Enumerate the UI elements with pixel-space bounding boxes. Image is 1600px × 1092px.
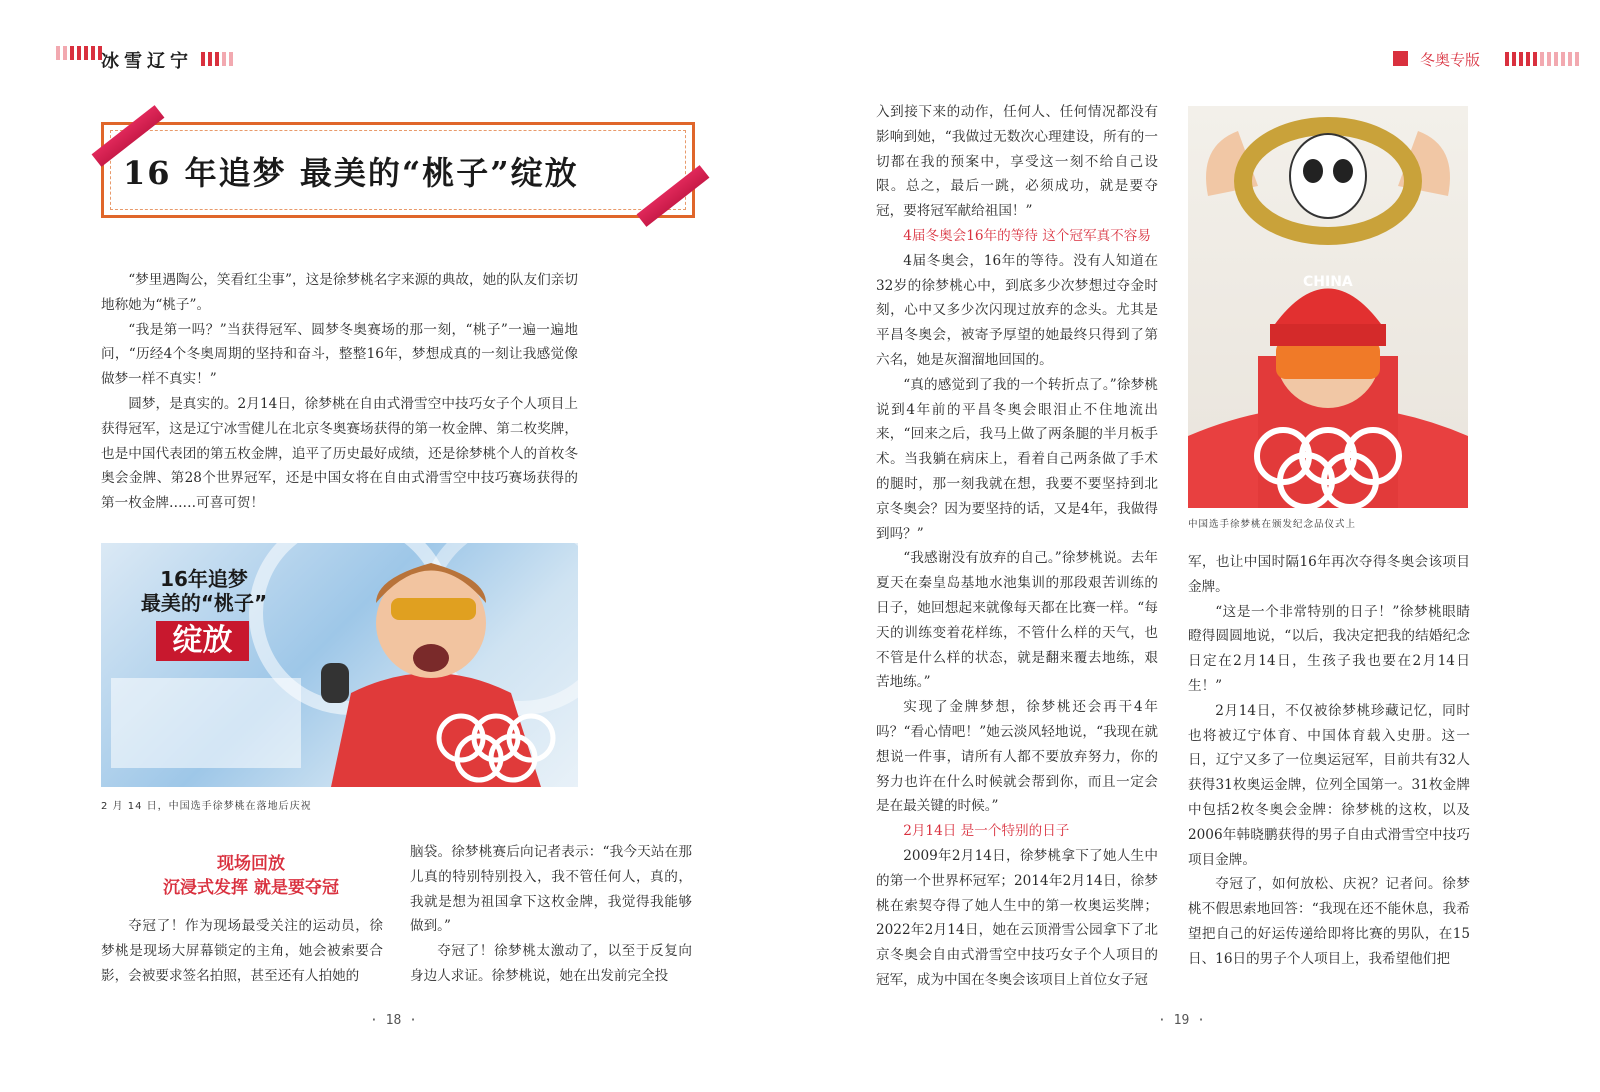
section-heading-line2: 沉浸式发挥 就是要夺冠 [163, 878, 339, 898]
section-heading [101, 852, 401, 900]
header-left-stripes-2 [201, 52, 233, 66]
intro-paragraph: “梦里遇陶公，笑看红尘事”，这是徐梦桃名字来源的典故，她的队友们亲切地称她为“桃子”。 [101, 272, 578, 313]
section-heading-line1: 现场回放 [217, 854, 285, 874]
medal-ceremony-photo [1188, 106, 1468, 508]
photo-headline-1: 16年追梦 [160, 567, 248, 591]
body-paragraph: 夺冠了，如何放松、庆祝？记者问。徐梦桃不假思索地回答：“我现在还不能休息，我希望把自己的好运传递给即将比赛的男队，在15日、16日的男子个人项目上，我希望他们把 [1188, 876, 1470, 967]
body-paragraph: 实现了金牌梦想，徐梦桃还会再干4年吗？“看心情吧！”她云淡风轻地说，“我现在就想说一件事，请所有人都不要放弃努力，你的努力也许在什么时候就会帮到你，而且一定会是在最关键的时候。” [876, 699, 1158, 815]
subheading: 2月14日 是一个特别的日子 [903, 823, 1070, 840]
header-right-square-icon [1393, 51, 1408, 66]
header-left-stripes [56, 46, 102, 60]
body-paragraph: 2009年2月14日，徐梦桃拿下了她人生中的第一个世界杯冠军；2014年2月14日，徐梦桃在索契夺得了她人生中的第一枚奥运奖牌；2022年2月14日，她在云顶滑雪公园拿下了北京冬奥会自由式滑雪空中技巧女子个人项目的冠军，成为中国在冬奥会该项目上首位女子冠 [876, 847, 1158, 988]
subheading: 4届冬奥会16年的等待 这个冠军真不容易 [903, 227, 1151, 244]
body-paragraph: “这是一个非常特别的日子！”徐梦桃眼睛瞪得圆圆地说，“以后，我决定把我的结婚纪念日定在2月14日，生孩子我也要在2月14日生！” [1188, 603, 1470, 694]
header-right-stripes [1505, 52, 1579, 66]
body-paragraph: 军，也让中国时隔16年再次夺得冬奥会该项目金牌。 [1188, 554, 1470, 595]
section-column-2 [410, 840, 692, 989]
photo-headline-3: 绽放 [172, 623, 233, 658]
section-paragraph: 脑袋。徐梦桃赛后向记者表示：“我今天站在那儿真的特别特别投入，我不管任何人，真的，我就是想为祖国拿下这枚金牌，我觉得我能够做到。” [410, 844, 692, 935]
right-column-2 [1188, 550, 1470, 972]
intro-column [101, 268, 578, 516]
section-paragraph: 夺冠了！徐梦桃太激动了，以至于反复向身边人求证。徐梦桃说，她在出发前完全投 [410, 943, 692, 984]
body-paragraph: “真的感觉到了我的一个转折点了。”徐梦桃说到4年前的平昌冬奥会眼泪止不住地流出来，“回来之后，我马上做了两条腿的半月板手术。当我躺在病床上，看着自己两条做了手术的腿时，那一刻我就在想，我要不要坚持到北京冬奥会？因为要坚持的话，又是4年，我做得到吗？” [876, 376, 1158, 542]
athlete-celebration-photo [101, 543, 578, 787]
body-paragraph: “我感谢没有放弃的自己。”徐梦桃说。去年夏天在秦皇岛基地水池集训的那段艰苦训练的日子，她回想起来就像每天都在比赛一样。“每天的训练变着花样练，不管什么样的天气，也不管是什么样的状态，就是翻来覆去地练，艰苦地练。” [876, 550, 1158, 691]
photo-headline-2: 最美的“桃子” [140, 591, 268, 615]
body-paragraph: 入到接下来的动作，任何人、任何情况都没有影响到她，“我做过无数次心理建设，所有的一切都在我的预案中，享受这一刻不给自己设限。总之，最后一跳，必须成功，就是要夺冠，要将冠军献给祖国！” [876, 104, 1158, 220]
photo-caption: 2 月 14 日，中国选手徐梦桃在落地后庆祝 [101, 801, 312, 812]
article-title: 16 年追梦 最美的“桃子”绽放 [123, 154, 579, 192]
special-edition-title: 冬奥专版 [1420, 51, 1481, 69]
page-number-right: · 19 · [1158, 1013, 1205, 1028]
magazine-section-title: 冰雪辽宁 [101, 51, 193, 72]
intro-paragraph: “我是第一吗？”当获得冠军、圆梦冬奥赛场的那一刻，“桃子”一遍一遍地问，“历经4个冬奥周期的坚持和奋斗，整整16年，梦想成真的一刻让我感觉像做梦一样不真实！” [101, 321, 578, 388]
right-column-1 [876, 100, 1158, 993]
body-paragraph: 2月14日，不仅被徐梦桃珍藏记忆，同时也将被辽宁体育、中国体育载入史册。这一日，辽宁又多了一位奥运冠军，目前共有32人获得31枚奥运金牌，位列全国第一。31枚金牌中包括2枚冬奥会金牌：徐梦桃的这枚，以及2006年韩晓鹏获得的男子自由式滑雪空中技巧项目金牌。 [1188, 702, 1470, 868]
section-paragraph: 夺冠了！作为现场最受关注的运动员，徐梦桃是现场大屏幕锁定的主角，她会被索要合影，会被要求签名拍照，甚至还有人拍她的 [101, 918, 383, 984]
cap-text: CHINA [1303, 274, 1353, 290]
intro-paragraph: 圆梦，是真实的。2月14日，徐梦桃在自由式滑雪空中技巧女子个人项目上获得冠军，这是辽宁冰雪健儿在北京冬奥赛场获得的第一枚金牌、第二枚奖牌，也是中国代表团的第五枚金牌，追平了历史最好成绩，还是徐梦桃个人的首枚冬奥会金牌、第28个世界冠军，还是中国女将在自由式滑雪空中技巧赛场获得的第一枚金牌……可喜可贺！ [101, 395, 578, 512]
photo-caption: 中国选手徐梦桃在颁发纪念品仪式上 [1188, 519, 1357, 530]
body-paragraph: 4届冬奥会，16年的等待。没有人知道在32岁的徐梦桃心中，到底多少次梦想过夺金时刻，心中又多少次闪现过放弃的念头。尤其是平昌冬奥会，被寄予厚望的她最终只得到了第六名，她是灰溜溜地回国的。 [876, 252, 1158, 368]
page-number-left: · 18 · [370, 1013, 417, 1028]
